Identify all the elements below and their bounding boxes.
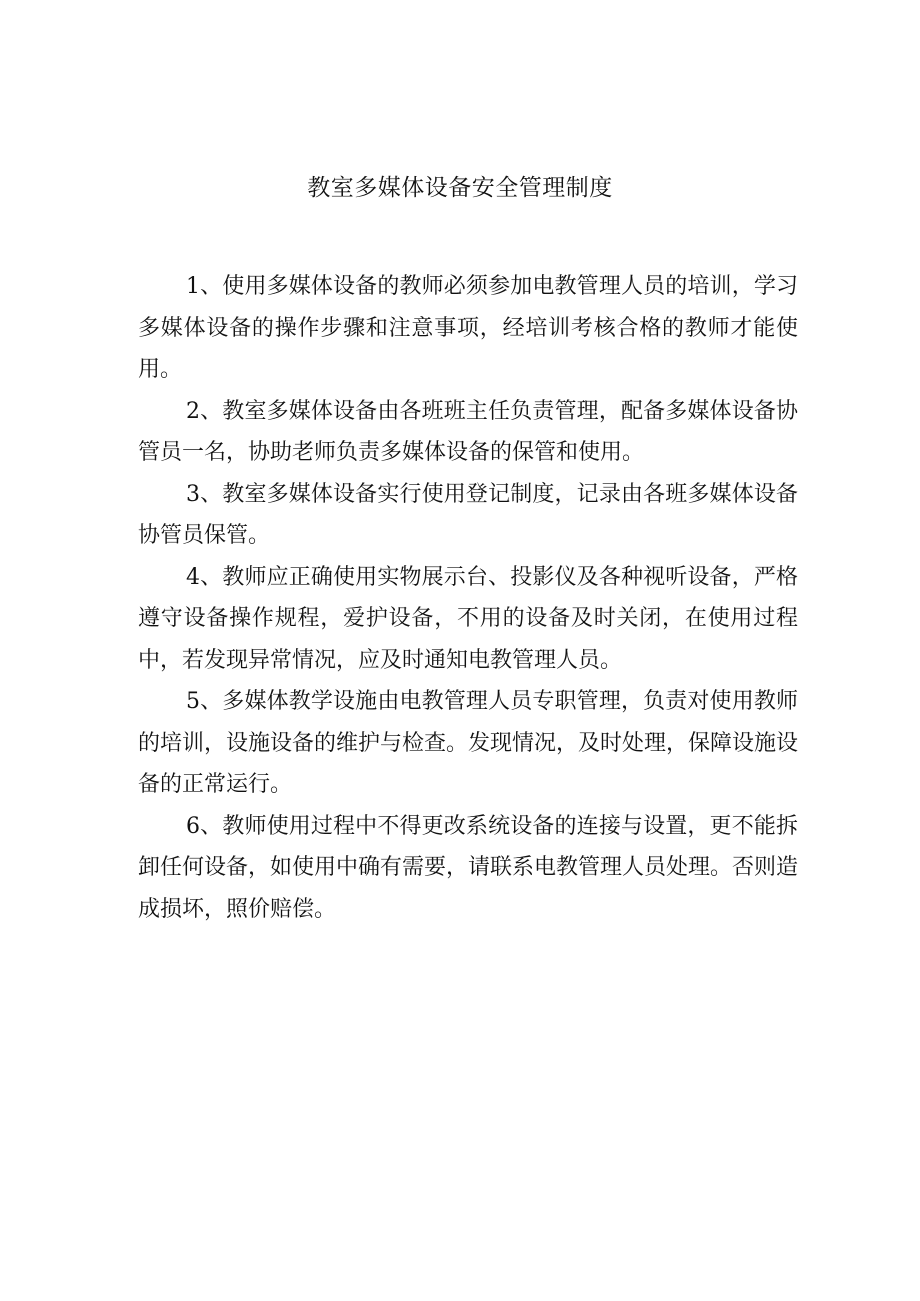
document-title: 教室多媒体设备安全管理制度 xyxy=(307,175,613,201)
rule-paragraph-6: 6、教师使用过程中不得更改系统设备的连接与设置，更不能拆卸任何设备，如使用中确有需要，请联系电教管理人员处理。否则造成损坏，照价赔偿。 xyxy=(138,813,799,922)
rule-paragraph-1: 1、使用多媒体设备的教师必须参加电教管理人员的培训，学习多媒体设备的操作步骤和注意事项，经培训考核合格的教师才能使用。 xyxy=(138,274,798,382)
rule-paragraph-5: 5、多媒体教学设施由电教管理人员专职管理，负责对使用教师的培训，设施设备的维护与检查。发现情况，及时处理，保障设施设备的正常运行。 xyxy=(138,689,799,797)
rule-paragraph-4: 4、教师应正确使用实物展示台、投影仪及各种视听设备，严格遵守设备操作规程，爱护设备，不用的设备及时关闭，在使用过程中，若发现异常情况，应及时通知电教管理人员。 xyxy=(138,564,798,673)
document-body xyxy=(138,266,798,930)
rule-paragraph-3: 3、教室多媒体设备实行使用登记制度，记录由各班多媒体设备协管员保管。 xyxy=(138,481,798,548)
rule-paragraph-2: 2、教室多媒体设备由各班班主任负责管理，配备多媒体设备协管员一名，协助老师负责多媒体设备的保管和使用。 xyxy=(138,398,798,465)
